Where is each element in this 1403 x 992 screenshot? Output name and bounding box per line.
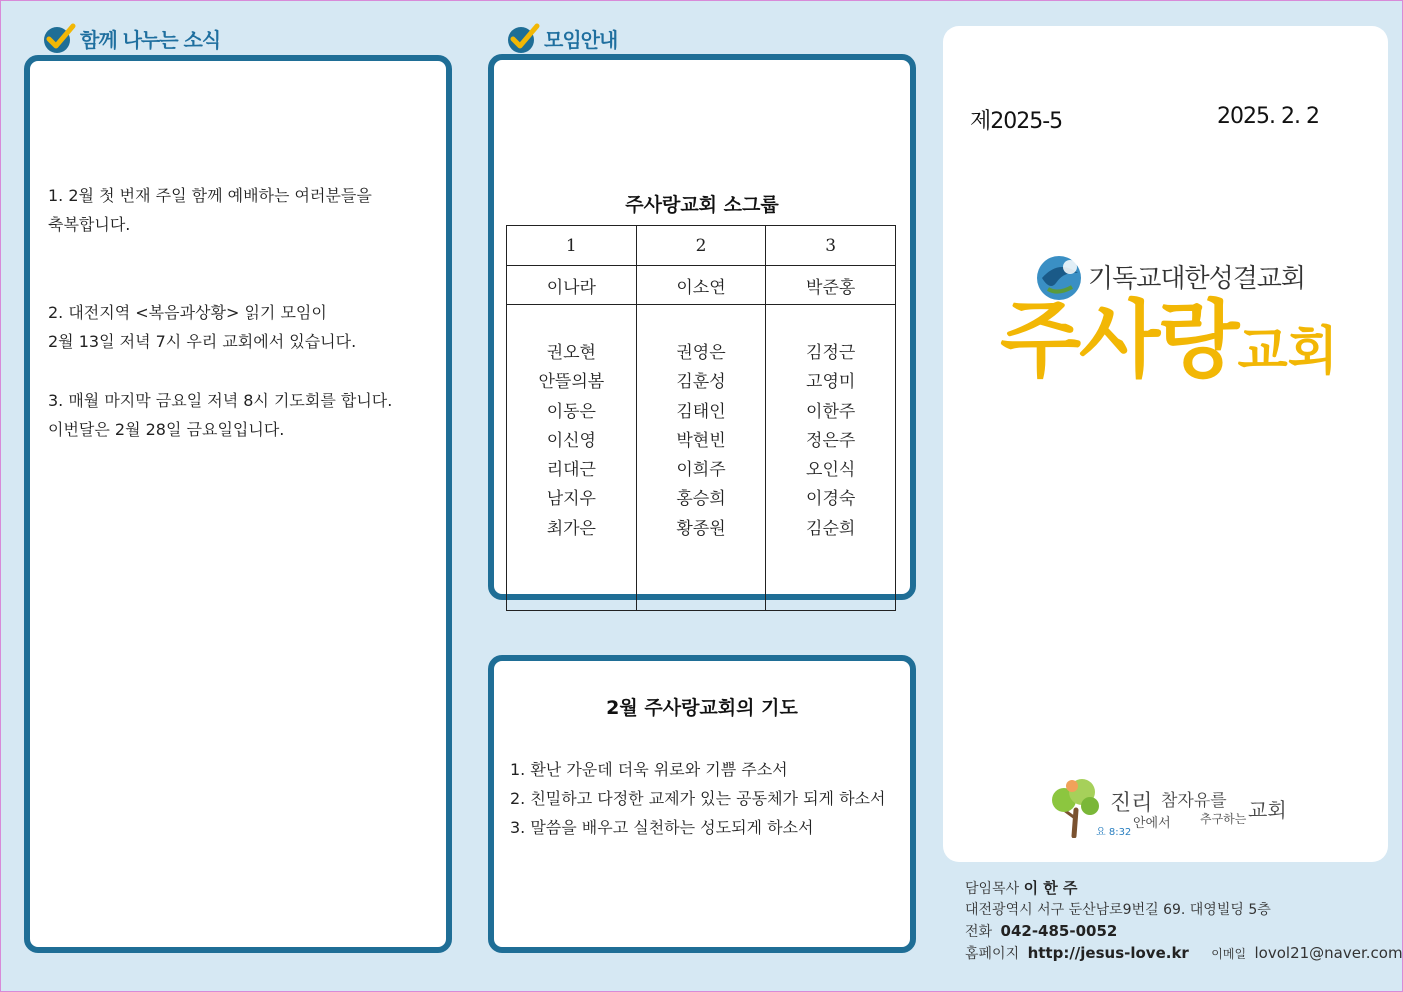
email-label: 이메일	[1211, 947, 1247, 961]
phone-number: 042-485-0052	[1000, 922, 1118, 940]
news-item-line: 2월 13일 저녁 7시 우리 교회에서 있습니다.	[48, 332, 357, 351]
church-address: 대전광역시 서구 둔산남로9번길 69. 대영빌딩 5층	[965, 902, 1271, 918]
news-item-line: 축복합니다.	[48, 215, 131, 234]
group-number: 3	[766, 226, 896, 266]
news-item	[48, 181, 372, 239]
small-groups-title: 주사랑교회 소그룹	[625, 194, 779, 216]
web-line	[965, 943, 1403, 963]
prayer-item: 3. 말씀을 배우고 실천하는 성도되게 하소서	[510, 818, 814, 837]
small-groups-table	[506, 225, 896, 611]
slogan-word: 진리	[1110, 791, 1153, 816]
member-name: 이경숙	[806, 489, 856, 510]
member-name: 박현빈	[676, 430, 726, 451]
member-name: 남지우	[546, 489, 596, 510]
member-name: 권오현	[546, 343, 596, 363]
phone-line	[965, 921, 1117, 941]
group-number: 2	[636, 226, 766, 266]
news-heading: 함께 나누는 소식	[80, 27, 221, 52]
church-name-main: 주사랑	[1000, 291, 1238, 389]
prayer-item: 1. 환난 가운데 더욱 위로와 기쁨 주소서	[510, 760, 788, 779]
group-leader: 박준홍	[766, 266, 896, 305]
member-name: 리대근	[546, 460, 596, 481]
member-name: 최가은	[546, 518, 596, 539]
member-name: 고영미	[806, 372, 856, 393]
meeting-section-header	[506, 21, 617, 55]
news-item-line: 3. 매월 마지막 금요일 저녁 8시 기도회를 합니다.	[48, 391, 393, 410]
news-item-line: 1. 2월 첫 번재 주일 함께 예배하는 여러분들을	[48, 186, 372, 205]
member-name: 이희주	[676, 460, 726, 481]
member-name: 홍승희	[676, 489, 726, 510]
pastor-name: 이 한 주	[1023, 879, 1078, 897]
group-leader: 이소연	[636, 266, 766, 305]
news-section-header	[42, 21, 220, 55]
slogan-word: 추구하는	[1200, 812, 1247, 826]
member-name: 이한주	[806, 401, 856, 422]
prayer-title: 2월 주사랑교회의 기도	[606, 697, 798, 719]
phone-label: 전화	[965, 924, 993, 940]
church-name-logo	[1000, 292, 1338, 400]
cover-panel	[943, 26, 1388, 862]
issue-number: 제2025-5	[970, 109, 1063, 134]
news-item	[48, 386, 392, 444]
member-name: 안뜰의봄	[538, 372, 605, 393]
issue-date: 2025. 2. 2	[1217, 104, 1319, 129]
email-link[interactable]: lovol21@naver.com	[1254, 944, 1403, 962]
slogan-word: 참자유를	[1161, 791, 1227, 811]
slogan-word: 안에서	[1133, 816, 1171, 831]
news-item-line: 이번달은 2월 28일 금요일입니다.	[48, 420, 285, 439]
denomination-name: 기독교대한성결교회	[1088, 264, 1306, 294]
member-name: 이신영	[546, 430, 596, 451]
member-name: 김순희	[806, 518, 856, 539]
member-name: 김훈성	[676, 372, 726, 393]
church-name-suffix: 교회	[1237, 322, 1338, 382]
homepage-link[interactable]: http://jesus-love.kr	[1027, 944, 1189, 962]
checkmark-icon	[42, 21, 76, 55]
member-name: 권영은	[676, 343, 726, 363]
slogan-word: 교회	[1248, 798, 1287, 822]
pastor-line	[965, 877, 1077, 898]
prayer-item: 2. 친밀하고 다정한 교제가 있는 공동체가 되게 하소서	[510, 789, 886, 808]
homepage-label: 홈페이지	[965, 946, 1020, 962]
group-members	[766, 305, 896, 611]
member-name: 황종원	[676, 518, 726, 539]
news-item-line: 2. 대전지역 <복음과상황> 읽기 모임이	[48, 303, 327, 322]
member-name: 김정근	[806, 343, 856, 363]
member-name: 오인식	[806, 460, 856, 481]
checkmark-icon	[506, 21, 540, 55]
member-name: 김태인	[676, 401, 726, 422]
group-leader: 이나라	[507, 266, 637, 305]
slogan-reference: 요 8:32	[1096, 827, 1132, 838]
group-members	[636, 305, 766, 611]
meeting-heading: 모임안내	[544, 27, 618, 52]
member-name: 정은주	[806, 430, 856, 451]
pastor-label: 담임목사	[965, 881, 1020, 897]
member-name: 이동은	[546, 401, 596, 422]
group-number: 1	[507, 226, 637, 266]
group-members	[507, 305, 637, 611]
news-item	[48, 298, 356, 356]
